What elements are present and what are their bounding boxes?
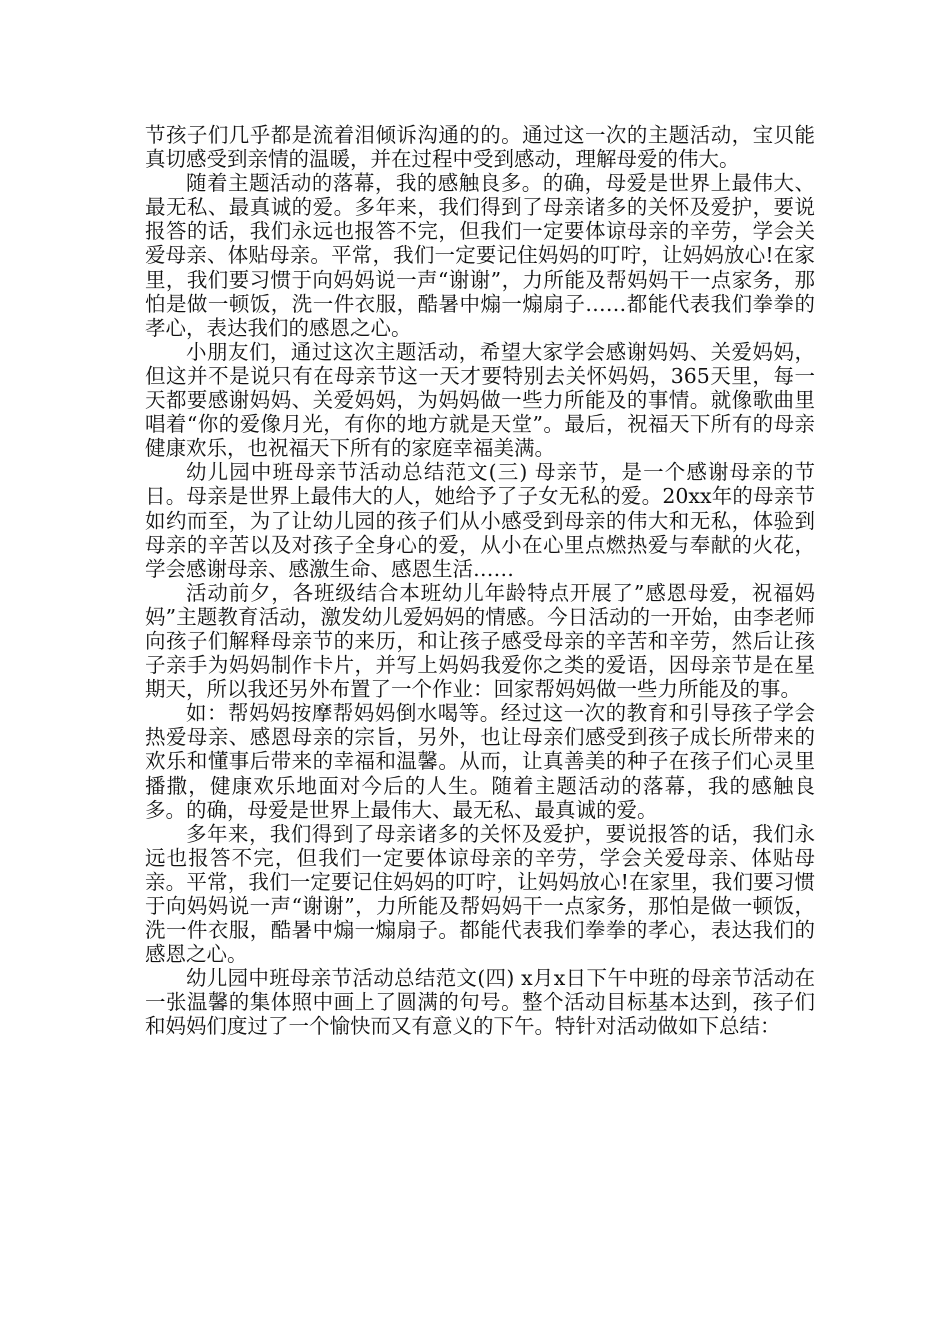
paragraph-2: 随着主题活动的落幕，我的感触良多。的确，母爱是世界上最伟大、最无私、最真诚的爱。多年来，我们得到了母亲诸多的关怀及爱护，要说报答的话，我们永远也报答不完，但我们一定要体谅母亲的辛劳，学会关爱母亲、体贴母亲。平常，我们一定要记住妈妈的叮咛，让妈妈放心!在家里，我们要习惯于向妈妈说一声“谢谢”，力所能及帮妈妈干一点家务，那怕是做一顿饭，洗一件衣服，酷暑中煽一煽扇子……都能代表我们拳拳的孝心，表达我们的感恩之心。 <box>145 171 815 340</box>
paragraph-5: 活动前夕，各班级结合本班幼儿年龄特点开展了”感恩母爱，祝福妈妈”主题教育活动，激发幼儿爱妈妈的情感。今日活动的一开始，由李老师向孩子们解释母亲节的来历，和让孩子感受母亲的辛苦和辛劳，然后让孩子亲手为妈妈制作卡片，并写上妈妈我爱你之类的爱语，因母亲节是在星期天，所以我还另外布置了一个作业：回家帮妈妈做一些力所能及的事。 <box>145 580 815 702</box>
document-body <box>145 123 815 1039</box>
paragraph-4: 幼儿园中班母亲节活动总结范文(三) 母亲节，是一个感谢母亲的节日。母亲是世界上最伟大的人，她给予了子女无私的爱。20xx年的母亲节如约而至，为了让幼儿园的孩子们从小感受到母亲的伟大和无私，体验到母亲的辛苦以及对孩子全身心的爱，从小在心里点燃热爱与奉献的火花，学会感谢母亲、感激生命、感恩生活…… <box>145 460 815 581</box>
paragraph-6: 如：帮妈妈按摩帮妈妈倒水喝等。经过这一次的教育和引导孩子学会热爱母亲、感恩母亲的宗旨，另外，也让母亲们感受到孩子成长所带来的欢乐和懂事后带来的幸福和温馨。从而，让真善美的种子在孩子们心灵里播撒，健康欢乐地面对今后的人生。随着主题活动的落幕，我的感触良多。的确，母爱是世界上最伟大、最无私、最真诚的爱。 <box>145 701 815 822</box>
paragraph-3: 小朋友们，通过这次主题活动，希望大家学会感谢妈妈、关爱妈妈，但这并不是说只有在母亲节这一天才要特别去关怀妈妈，365天里，每一天都要感谢妈妈、关爱妈妈，为妈妈做一些力所能及的事情。就像歌曲里唱着“你的爱像月光，有你的地方就是天堂”。最后，祝福天下所有的母亲健康欢乐，也祝福天下所有的家庭幸福美满。 <box>145 339 815 461</box>
paragraph-7: 多年来，我们得到了母亲诸多的关怀及爱护，要说报答的话，我们永远也报答不完，但我们一定要体谅母亲的辛劳，学会关爱母亲、体贴母亲。平常，我们一定要记住妈妈的叮咛，让妈妈放心!在家里，我们要习惯于向妈妈说一声“谢谢”，力所能及帮妈妈干一点家务，那怕是做一顿饭，洗一件衣服，酷暑中煽一煽扇子。都能代表我们拳拳的孝心，表达我们的感恩之心。 <box>145 821 815 967</box>
paragraph-8: 幼儿园中班母亲节活动总结范文(四) x月x日下午中班的母亲节活动在一张温馨的集体照中画上了圆满的句号。整个活动目标基本达到，孩子们和妈妈们度过了一个愉快而又有意义的下午。特针对活动做如下总结： <box>145 966 815 1039</box>
paragraph-1: 节孩子们几乎都是流着泪倾诉沟通的的。通过这一次的主题活动，宝贝能真切感受到亲情的温暖，并在过程中受到感动，理解母爱的伟大。 <box>145 123 815 172</box>
